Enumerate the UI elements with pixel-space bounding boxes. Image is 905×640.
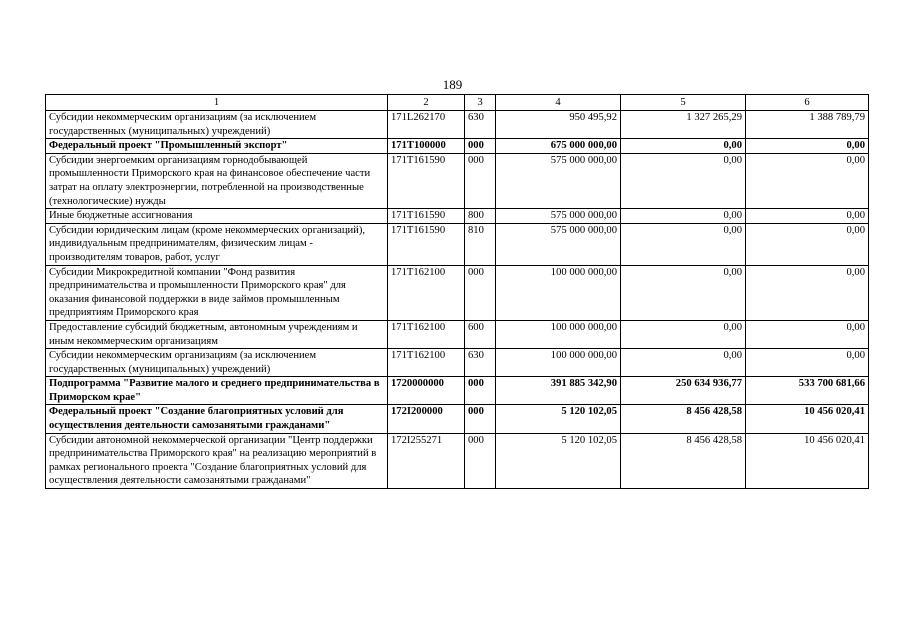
row-code: 171T162100: [388, 349, 465, 377]
row-code: 171T161590: [388, 209, 465, 224]
row-amount-col5: 8 456 428,58: [621, 433, 746, 488]
row-name: Федеральный проект "Создание благоприятных условий для осуществления деятельности самозанятыми гражданами": [46, 405, 388, 433]
row-amount-col5: 0,00: [621, 320, 746, 348]
row-name: Предоставление субсидий бюджетным, автономным учреждениям и иным некоммерческим организациям: [46, 320, 388, 348]
row-name: Подпрограмма "Развитие малого и среднего предпринимательства в Приморском крае": [46, 377, 388, 405]
table-row: [46, 223, 869, 265]
row-kvr: 000: [465, 153, 496, 208]
row-amount-col6: 0,00: [746, 139, 869, 154]
row-name: Иные бюджетные ассигнования: [46, 209, 388, 224]
budget-table: [45, 94, 869, 489]
row-amount-col6: 1 388 789,79: [746, 111, 869, 139]
row-kvr: 000: [465, 405, 496, 433]
table-row: [46, 153, 869, 208]
column-header: 2: [388, 95, 465, 111]
row-amount-col6: 10 456 020,41: [746, 433, 869, 488]
row-amount-col4: 575 000 000,00: [496, 153, 621, 208]
column-header: 5: [621, 95, 746, 111]
table-body: [46, 111, 869, 489]
row-code: 171T162100: [388, 265, 465, 320]
row-kvr: 630: [465, 349, 496, 377]
table-row: [46, 139, 869, 154]
table-row: [46, 265, 869, 320]
row-code: 171T162100: [388, 320, 465, 348]
row-amount-col4: 5 120 102,05: [496, 405, 621, 433]
row-code: 172I200000: [388, 405, 465, 433]
page-number: 189: [442, 77, 463, 92]
table-row: [46, 111, 869, 139]
row-kvr: 000: [465, 377, 496, 405]
row-kvr: 810: [465, 223, 496, 265]
row-name: Субсидии энергоемким организациям горнодобывающей промышленности Приморского края на финансовое обеспечение части затрат на оплату электроэнергии, потребленной на производственные (технологические) нужды: [46, 153, 388, 208]
row-name: Субсидии некоммерческим организациям (за исключением государственных (муниципальных) учреждений): [46, 349, 388, 377]
table-row: [46, 405, 869, 433]
column-header: 6: [746, 95, 869, 111]
row-amount-col4: 100 000 000,00: [496, 349, 621, 377]
table-row: [46, 209, 869, 224]
row-name: Субсидии юридическим лицам (кроме некоммерческих организаций), индивидуальным предпринимателям, физическим лицам - производителям товаров, работ, услуг: [46, 223, 388, 265]
row-kvr: 600: [465, 320, 496, 348]
row-name: Субсидии автономной некоммерческой организации "Центр поддержки предпринимательства Приморского края" на реализацию мероприятий в рамках регионального проекта "Создание благоприятных условий для осуществления деятельности самозанятыми гражданами": [46, 433, 388, 488]
row-kvr: 000: [465, 265, 496, 320]
row-amount-col5: 0,00: [621, 349, 746, 377]
column-header: 4: [496, 95, 621, 111]
row-amount-col4: 391 885 342,90: [496, 377, 621, 405]
row-amount-col6: 0,00: [746, 153, 869, 208]
table-header-row: [46, 95, 869, 111]
table-row: [46, 433, 869, 488]
row-code: 171L262170: [388, 111, 465, 139]
row-amount-col6: 533 700 681,66: [746, 377, 869, 405]
row-amount-col5: 0,00: [621, 153, 746, 208]
column-header: 3: [465, 95, 496, 111]
row-name: Субсидии некоммерческим организациям (за исключением государственных (муниципальных) учреждений): [46, 111, 388, 139]
row-amount-col4: 950 495,92: [496, 111, 621, 139]
row-amount-col6: 0,00: [746, 265, 869, 320]
row-kvr: 800: [465, 209, 496, 224]
row-name: Субсидии Микрокредитной компании "Фонд развития предпринимательства и промышленности Приморского края" для оказания финансовой поддержки в виде займов промышленным предприятиям Приморского края: [46, 265, 388, 320]
row-amount-col4: 5 120 102,05: [496, 433, 621, 488]
row-amount-col5: 0,00: [621, 139, 746, 154]
row-code: 171T161590: [388, 153, 465, 208]
row-code: 171T100000: [388, 139, 465, 154]
row-amount-col4: 575 000 000,00: [496, 223, 621, 265]
row-code: 1720000000: [388, 377, 465, 405]
row-amount-col5: 0,00: [621, 223, 746, 265]
row-code: 171T161590: [388, 223, 465, 265]
row-amount-col4: 100 000 000,00: [496, 265, 621, 320]
row-kvr: 000: [465, 139, 496, 154]
row-amount-col5: 0,00: [621, 265, 746, 320]
row-amount-col5: 8 456 428,58: [621, 405, 746, 433]
table-row: [46, 349, 869, 377]
row-amount-col4: 100 000 000,00: [496, 320, 621, 348]
row-name: Федеральный проект "Промышленный экспорт": [46, 139, 388, 154]
row-kvr: 000: [465, 433, 496, 488]
row-amount-col6: 0,00: [746, 349, 869, 377]
table-row: [46, 320, 869, 348]
row-amount-col6: 0,00: [746, 209, 869, 224]
row-kvr: 630: [465, 111, 496, 139]
row-code: 172I255271: [388, 433, 465, 488]
row-amount-col5: 1 327 265,29: [621, 111, 746, 139]
column-header: 1: [46, 95, 388, 111]
row-amount-col4: 675 000 000,00: [496, 139, 621, 154]
row-amount-col4: 575 000 000,00: [496, 209, 621, 224]
row-amount-col5: 0,00: [621, 209, 746, 224]
row-amount-col6: 0,00: [746, 320, 869, 348]
row-amount-col6: 0,00: [746, 223, 869, 265]
table-row: [46, 377, 869, 405]
row-amount-col6: 10 456 020,41: [746, 405, 869, 433]
row-amount-col5: 250 634 936,77: [621, 377, 746, 405]
